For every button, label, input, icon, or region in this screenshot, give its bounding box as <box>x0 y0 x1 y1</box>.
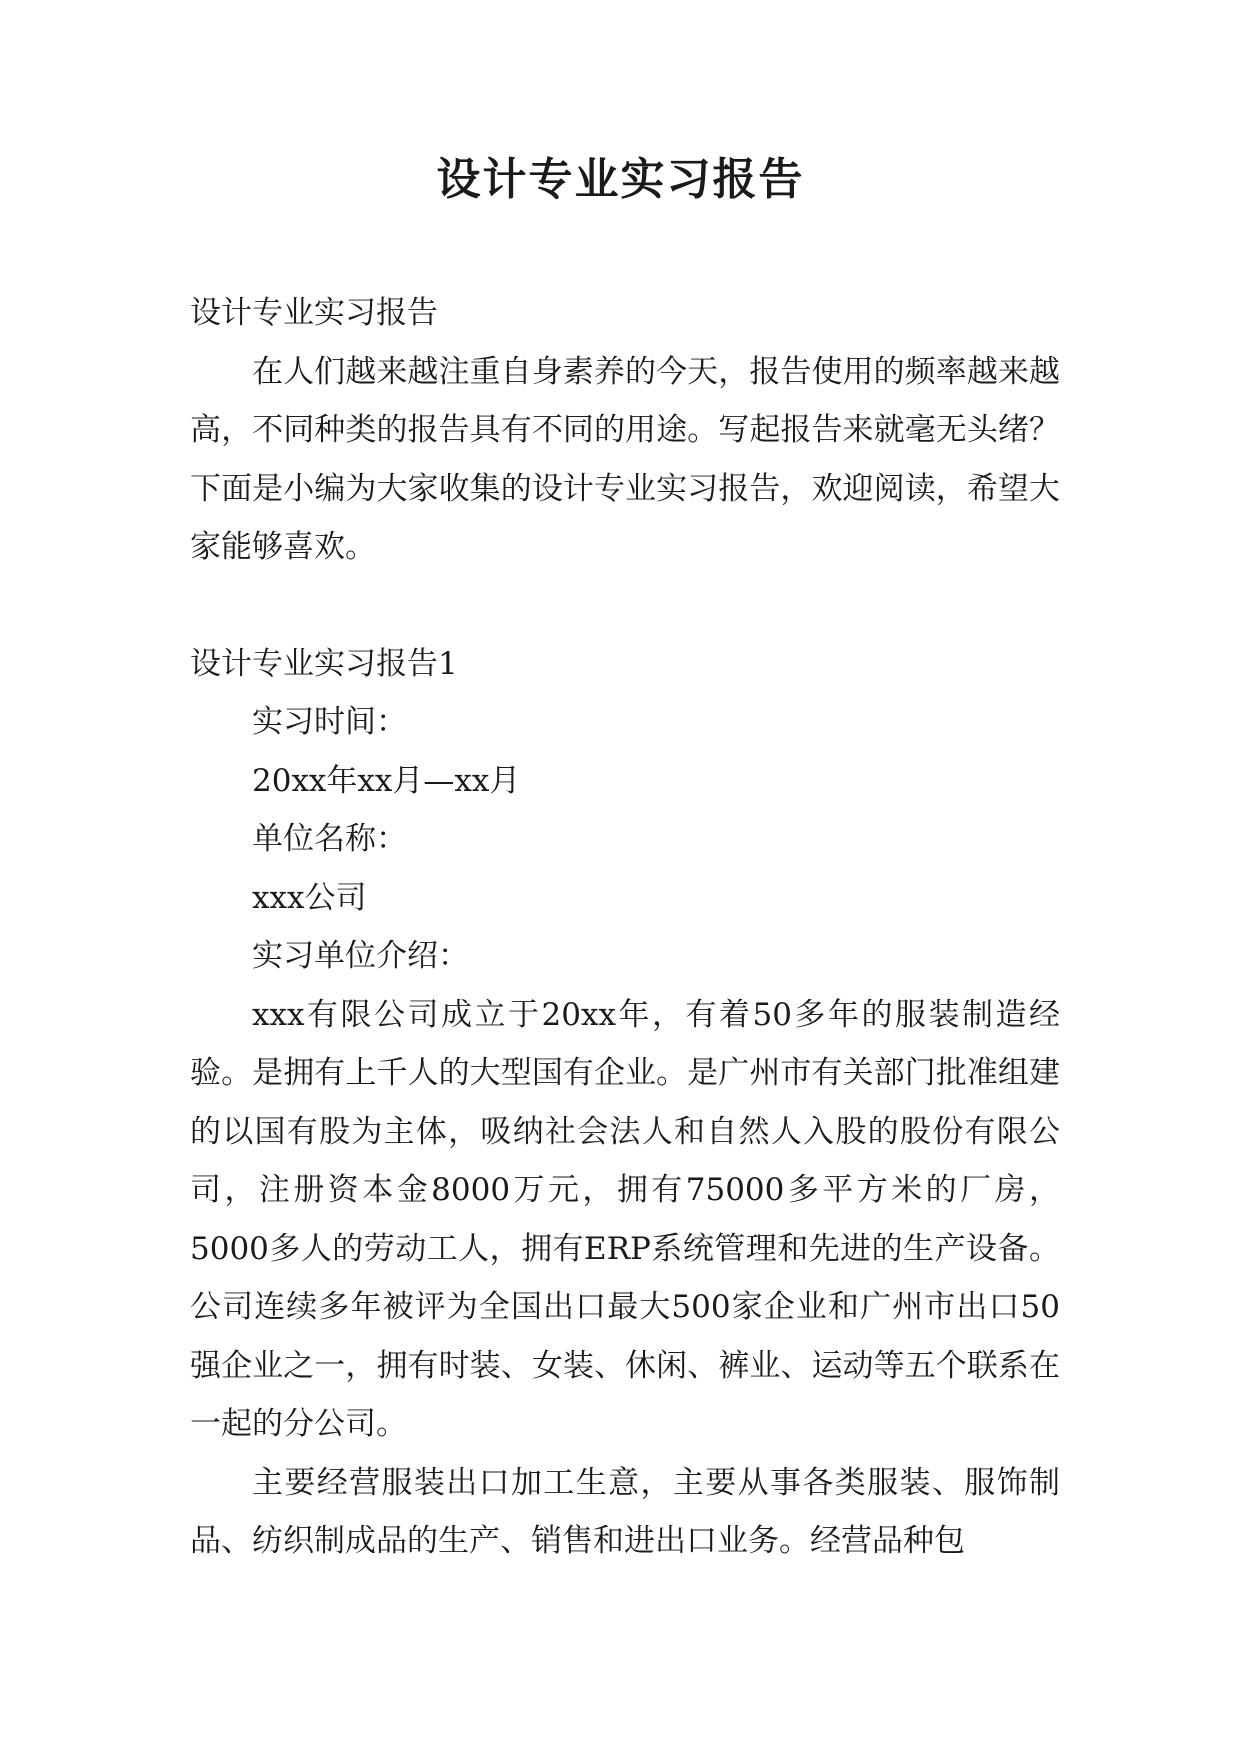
document-body <box>190 284 1060 1571</box>
subtitle: 设计专业实习报告 <box>190 295 438 331</box>
company-name-value: xxx公司 <box>252 879 367 916</box>
company-name-label: 单位名称： <box>252 821 407 857</box>
business-paragraph: 主要经营服装出口加工生意，主要从事各类服装、服饰制品、纺织制成品的生产、销售和进出口业务。经营品种包 <box>190 1464 1060 1559</box>
company-intro-paragraph: xxx有限公司成立于20xx年，有着50多年的服装制造经验。是拥有上千人的大型国有企业。是广州市有关部门批准组建的以国有股为主体，吸纳社会法人和自然人入股的股份有限公司，注册资本金8000万元，拥有75000多平方米的厂房，5000多人的劳动工人，拥有ERP系统管理和先进的生产设备。公司连续多年被评为全国出口最大500家企业和广州市出口50强企业之一，拥有时装、女装、休闲、裤业、运动等五个联系在一起的分公司。 <box>190 996 1060 1442</box>
company-intro-label: 实习单位介绍： <box>252 938 469 974</box>
paragraph-spacer <box>190 577 1060 635</box>
intro-paragraph: 在人们越来越注重自身素养的今天，报告使用的频率越来越高，不同种类的报告具有不同的用途。写起报告来就毫无头绪？下面是小编为大家收集的设计专业实习报告，欢迎阅读，希望大家能够喜欢。 <box>190 353 1060 565</box>
section-heading: 设计专业实习报告1 <box>190 645 458 682</box>
internship-time-value: 20xx年xx月—xx月 <box>252 762 521 799</box>
document-title: 设计专业实习报告 <box>436 154 805 205</box>
internship-time-label: 实习时间： <box>252 704 407 740</box>
